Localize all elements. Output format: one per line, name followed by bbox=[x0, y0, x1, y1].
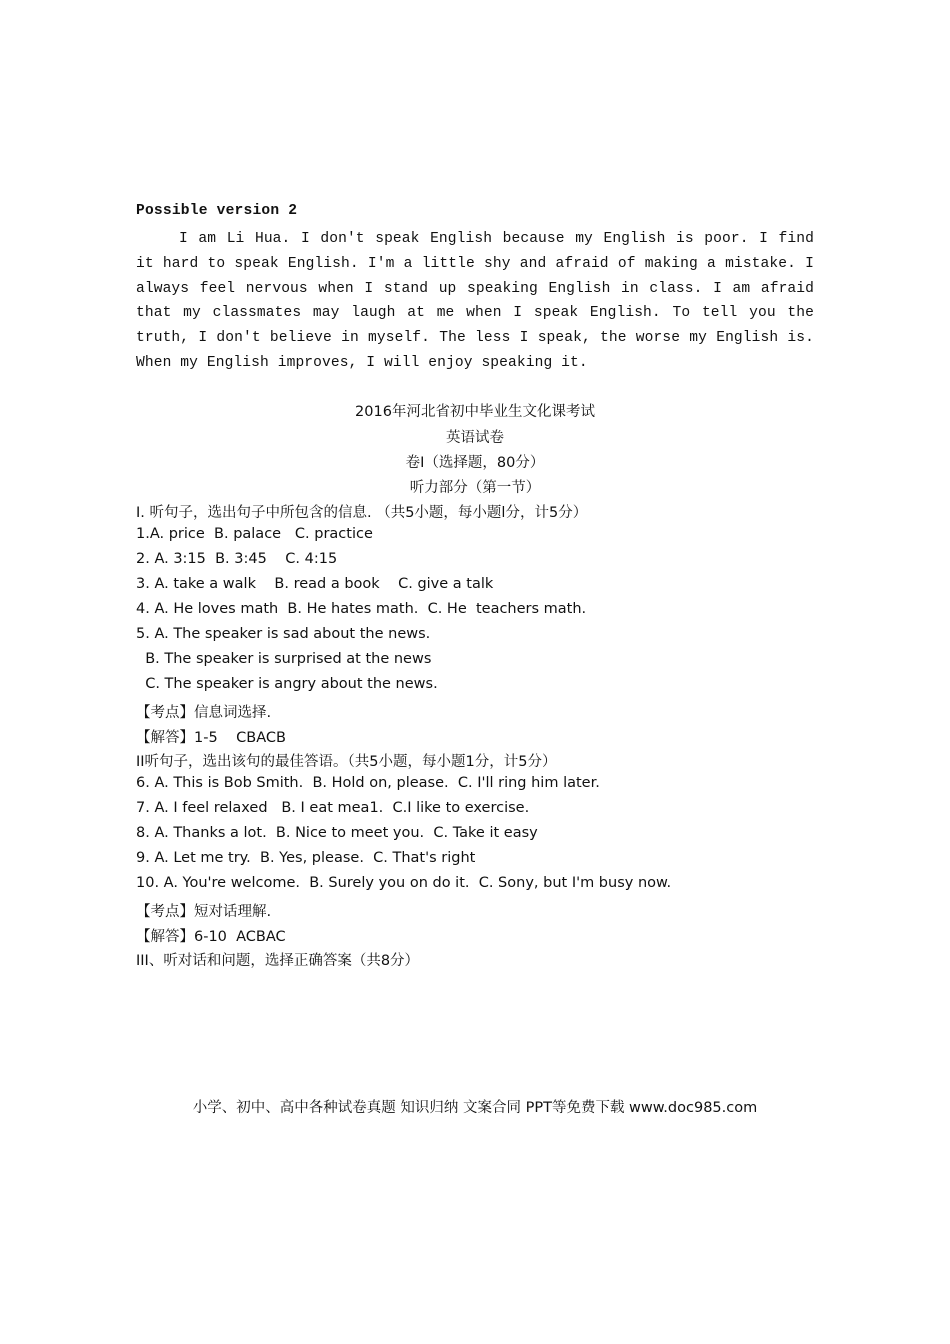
question-4: 4. A. He loves math B. He hates math. C. He teachers math. bbox=[136, 601, 587, 617]
question-9: 9. A. Let me try. B. Yes, please. C. That's right bbox=[136, 850, 476, 866]
question-1: 1.A. price B. palace C. practice bbox=[136, 526, 373, 542]
part2-point: 【考点】短对话理解. bbox=[136, 904, 272, 920]
question-10: 10. A. You're welcome. B. Surely you on do it. C. Sony, but I'm busy now. bbox=[136, 875, 672, 891]
part2-instruction: II听句子，选出该句的最佳答语。（共5小题，每小题1分，计5分） bbox=[136, 754, 557, 770]
question-5-option-c: C. The speaker is angry about the news. bbox=[136, 676, 438, 692]
footer-link-text[interactable]: 小学、初中、高中各种试卷真题 知识归纳 文案合同 PPT等免费下载 www.doc985.com bbox=[192, 1100, 758, 1116]
part1-point: 【考点】信息词选择. bbox=[136, 705, 272, 721]
question-5-option-b: B. The speaker is surprised at the news bbox=[136, 651, 432, 667]
exam-title: 2016年河北省初中毕业生文化课考试 bbox=[355, 404, 595, 420]
question-6: 6. A. This is Bob Smith. B. Hold on, please. C. I'll ring him later. bbox=[136, 775, 600, 791]
exam-subtitle: 英语试卷 bbox=[446, 430, 504, 446]
essay-body: I am Li Hua. I don't speak English because my English is poor. I find it hard to speak English. I'm a little shy and afraid of making a mistake. I always feel nervous when I stand up speaking English in class. I am afraid that my classmates may laugh at me when I speak English. To tell you the truth, I don't believe in myself. The less I speak, the worse my English is. When my English improves, I will enjoy speaking it. bbox=[136, 231, 814, 371]
question-7: 7. A. I feel relaxed B. I eat mea1. C.I like to exercise. bbox=[136, 800, 530, 816]
exam-paper: 卷Ⅰ（选择题，80分） bbox=[405, 455, 545, 471]
question-8: 8. A. Thanks a lot. B. Nice to meet you. C. Take it easy bbox=[136, 825, 538, 841]
exam-section: 听力部分（第一节） bbox=[409, 480, 541, 496]
part1-answer: 【解答】1-5 CBACB bbox=[136, 730, 286, 746]
part3-instruction: III、听对话和问题，选择正确答案（共8分） bbox=[136, 953, 420, 969]
part2-answer: 【解答】6-10 ACBAC bbox=[136, 929, 286, 945]
essay-heading: Possible version 2 bbox=[136, 203, 298, 219]
question-5-option-a: 5. A. The speaker is sad about the news. bbox=[136, 626, 431, 642]
part1-instruction: I. 听句子，选出句子中所包含的信息. （共5小题，每小题l分，计5分） bbox=[136, 505, 588, 521]
question-3: 3. A. take a walk B. read a book C. give a talk bbox=[136, 576, 494, 592]
question-2: 2. A. 3:15 B. 3:45 C. 4:15 bbox=[136, 551, 338, 567]
